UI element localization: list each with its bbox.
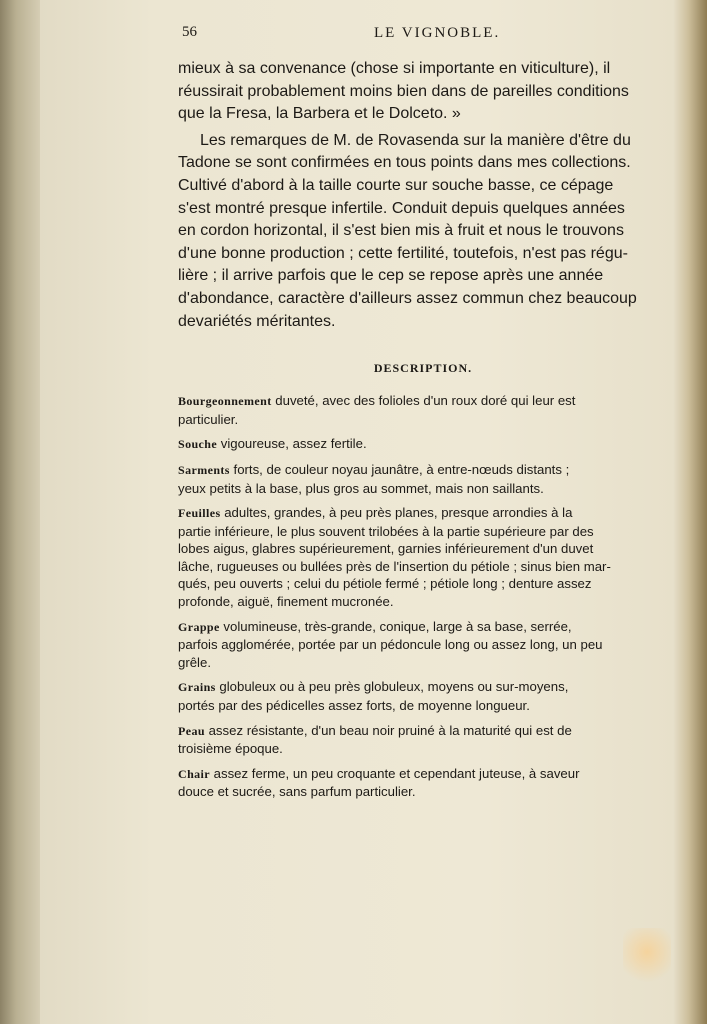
- entry-term: Grappe: [178, 619, 220, 634]
- description-entry-peau: [178, 722, 668, 758]
- page-text: [178, 22, 668, 808]
- entry-term: Souche: [178, 437, 218, 452]
- entry-text: portés par des pédicelles assez forts, de moyenne longueur.: [178, 698, 530, 714]
- description-entry-chair: [178, 765, 668, 801]
- paragraph-line: d'abondance, caractère d'ailleurs assez commun chez beaucoup: [178, 289, 637, 307]
- entry-term: Grains: [178, 680, 216, 695]
- paragraph-line: d'une bonne production ; cette fertilité, toutefois, n'est pas régu-: [178, 244, 628, 262]
- entry-text: profonde, aiguë, finement mucronée.: [178, 594, 394, 610]
- paragraph-line: Cultivé d'abord à la taille courte sur souche basse, ce cépage: [178, 176, 614, 194]
- paragraph-line: que la Fresa, la Barbera et le Dolceto. »: [178, 105, 461, 123]
- description-entry-feuilles: [178, 504, 668, 611]
- running-title: LE VIGNOBLE.: [374, 25, 501, 41]
- entry-term: Bourgeonnement: [178, 394, 272, 409]
- entry-text: vigoureuse, assez fertile.: [217, 436, 367, 452]
- paragraph-line: Les remarques de M. de Rovasenda sur la manière d'être du: [200, 131, 631, 149]
- entry-text: partie inférieure, le plus souvent trilobées à la partie supérieure par des: [178, 523, 594, 539]
- entry-text: lobes aigus, glabres supérieurement, garnies inférieurement d'un duvet: [178, 541, 594, 557]
- entry-text: douce et sucrée, sans parfum particulier.: [178, 784, 416, 800]
- entry-text: qués, peu ouverts ; celui du pétiole fermé ; pétiole long ; denture assez: [178, 576, 592, 592]
- description-entry-souche: [178, 435, 668, 454]
- description-entry-sarments: [178, 461, 668, 497]
- entry-term: Peau: [178, 723, 205, 738]
- paragraph-line: lière ; il arrive parfois que le cep se repose après une année: [178, 267, 604, 285]
- entry-term: Feuilles: [178, 506, 221, 521]
- description-entry-grappe: [178, 618, 668, 672]
- description-entry-grains: [178, 678, 668, 714]
- entry-text: lâche, rugueuses ou bullées près de l'insertion du pétiole ; sinus bien mar-: [178, 558, 611, 574]
- remarks-paragraph: [178, 130, 668, 333]
- entry-text: grêle.: [178, 654, 211, 670]
- entry-text: globuleux ou à peu près globuleux, moyens ou sur-moyens,: [215, 679, 569, 695]
- light-glare: [623, 928, 671, 988]
- entry-term: Chair: [178, 766, 210, 781]
- paragraph-line: s'est montré presque infertile. Conduit depuis quelques années: [178, 199, 625, 217]
- entry-text: yeux petits à la base, plus gros au sommet, mais non saillants.: [178, 480, 544, 496]
- entry-term: Sarments: [178, 462, 230, 477]
- entry-text: parfois agglomérée, portée par un pédoncule long ou assez long, un peu: [178, 637, 603, 653]
- page-number: 56: [182, 24, 197, 40]
- entry-text: assez ferme, un peu croquante et cependant juteuse, à saveur: [210, 765, 580, 781]
- paragraph-line: Tadone se sont confirmées en tous points dans mes collections.: [178, 154, 631, 172]
- entry-text: volumineuse, très-grande, conique, large à sa base, serrée,: [219, 618, 572, 634]
- entry-text: assez résistante, d'un beau noir pruiné à la maturité qui est de: [204, 722, 572, 738]
- paragraph-line: en cordon horizontal, il s'est bien mis à fruit et nous le trouvons: [178, 222, 624, 240]
- paragraph-line: mieux à sa convenance (chose si importante en viticulture), il: [178, 60, 611, 77]
- paragraph-line: devariétés méritantes.: [178, 312, 336, 330]
- description-entry-bourgeonnement: [178, 392, 668, 428]
- entry-text: adultes, grandes, à peu près planes, presque arrondies à la: [220, 505, 573, 521]
- entry-text: duveté, avec des folioles d'un roux doré qui leur est: [271, 393, 576, 409]
- entry-text: troisième époque.: [178, 741, 283, 757]
- entry-text: forts, de couleur noyau jaunâtre, à entre-nœuds distants ;: [229, 461, 570, 477]
- page-header: [178, 22, 668, 48]
- continuation-paragraph: [178, 58, 668, 126]
- page-fore-edge: [673, 0, 707, 1024]
- entry-text: particulier.: [178, 411, 239, 427]
- description-heading: DESCRIPTION.: [373, 361, 473, 376]
- paragraph-line: réussirait probablement moins bien dans de pareilles conditions: [178, 82, 629, 100]
